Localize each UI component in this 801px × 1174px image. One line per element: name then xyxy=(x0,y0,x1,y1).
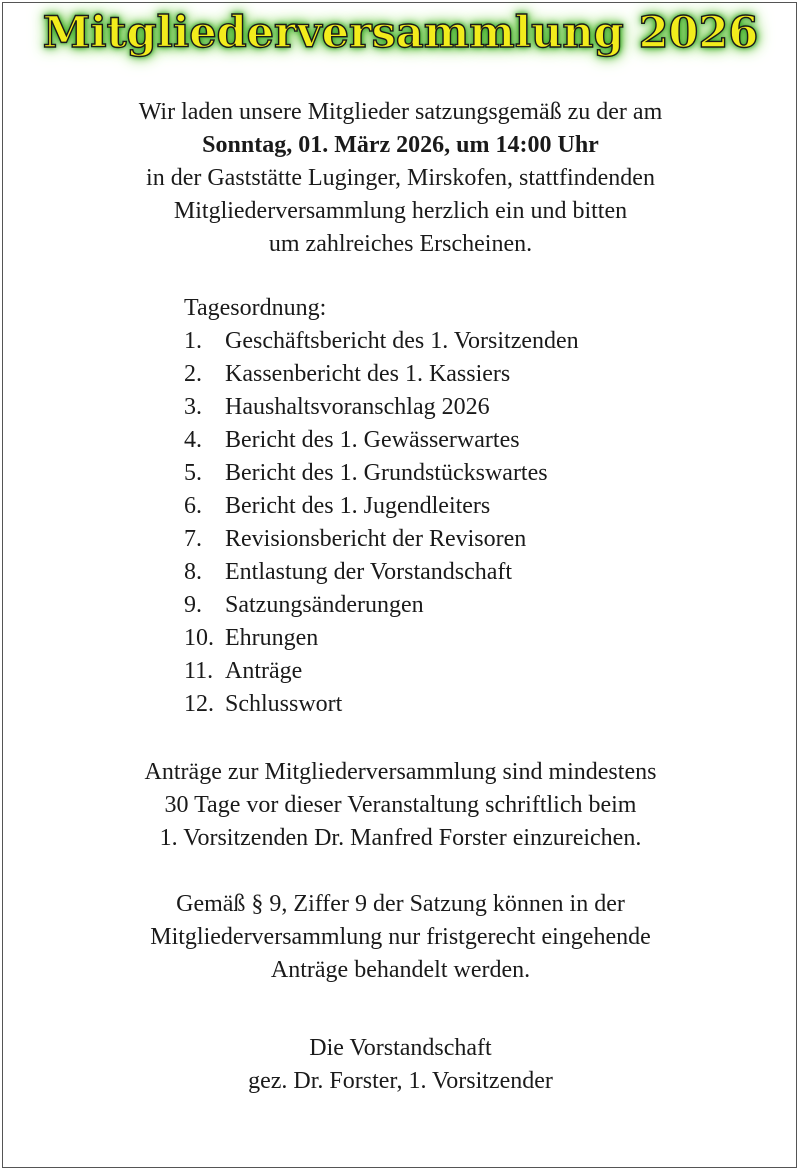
statute-note-paragraph xyxy=(0,888,801,987)
meeting-date: Sonntag, 01. März 2026, um 14:00 Uhr xyxy=(202,132,599,158)
agenda-item xyxy=(184,688,579,721)
agenda-item-number: 8. xyxy=(184,559,202,585)
agenda-item-number: 5. xyxy=(184,460,202,486)
agenda-item-number: 7. xyxy=(184,526,202,552)
agenda-item-text: Bericht des 1. Grundstückswartes xyxy=(225,460,548,486)
agenda-item-number: 12. xyxy=(184,691,214,717)
agenda-item xyxy=(184,358,579,391)
agenda-item-number: 9. xyxy=(184,592,202,618)
signature-organization: Die Vorstandschaft xyxy=(309,1035,492,1061)
agenda-item-text: Haushaltsvoranschlag 2026 xyxy=(225,394,490,420)
signature-block xyxy=(0,1032,801,1098)
agenda-item-text: Kassenbericht des 1. Kassiers xyxy=(225,361,511,387)
statute-note-line-1: Gemäß § 9, Ziffer 9 der Satzung können in der xyxy=(176,891,625,917)
invitation-line-3: in der Gaststätte Luginger, Mirskofen, stattfindenden xyxy=(146,165,655,191)
agenda-item-number: 1. xyxy=(184,328,202,354)
agenda-heading: Tagesordnung: xyxy=(184,295,327,321)
agenda-section xyxy=(184,292,579,721)
agenda-item xyxy=(184,622,579,655)
agenda-list xyxy=(184,325,579,721)
agenda-item xyxy=(184,589,579,622)
agenda-item-text: Satzungsänderungen xyxy=(225,592,424,618)
agenda-item-text: Anträge xyxy=(225,658,303,684)
agenda-item-text: Ehrungen xyxy=(225,625,319,651)
agenda-item-number: 4. xyxy=(184,427,202,453)
statute-note-line-3: Anträge behandelt werden. xyxy=(270,957,531,983)
agenda-item-number: 11. xyxy=(184,658,214,684)
signature-signatory: gez. Dr. Forster, 1. Vorsitzender xyxy=(248,1068,553,1094)
invitation-paragraph xyxy=(0,96,801,261)
agenda-item-text: Bericht des 1. Jugendleiters xyxy=(225,493,491,519)
proposals-line-3: 1. Vorsitzenden Dr. Manfred Forster einzureichen. xyxy=(159,825,642,851)
proposals-line-1: Anträge zur Mitgliederversammlung sind mindestens xyxy=(144,759,657,785)
agenda-item-number: 10. xyxy=(184,625,214,651)
agenda-item-text: Entlastung der Vorstandschaft xyxy=(225,559,513,585)
agenda-item-text: Revisionsbericht der Revisoren xyxy=(225,526,527,552)
agenda-item xyxy=(184,490,579,523)
agenda-item-number: 6. xyxy=(184,493,202,519)
agenda-item-text: Schlusswort xyxy=(225,691,343,717)
agenda-item-text: Geschäftsbericht des 1. Vorsitzenden xyxy=(225,328,579,354)
notice-title: Mitgliederversammlung 2026 xyxy=(42,8,759,58)
agenda-item xyxy=(184,655,579,688)
agenda-item xyxy=(184,523,579,556)
agenda-item xyxy=(184,391,579,424)
agenda-item-number: 3. xyxy=(184,394,202,420)
agenda-item xyxy=(184,424,579,457)
invitation-line-5: um zahlreiches Erscheinen. xyxy=(268,231,533,257)
proposals-paragraph xyxy=(0,756,801,855)
agenda-item-number: 2. xyxy=(184,361,202,387)
agenda-item xyxy=(184,325,579,358)
statute-note-line-2: Mitgliederversammlung nur fristgerecht eingehende xyxy=(150,924,651,950)
invitation-line-4: Mitgliederversammlung herzlich ein und bitten xyxy=(173,198,628,224)
agenda-item xyxy=(184,556,579,589)
agenda-item-text: Bericht des 1. Gewässerwartes xyxy=(225,427,520,453)
proposals-line-2: 30 Tage vor dieser Veranstaltung schriftlich beim xyxy=(164,792,637,818)
invitation-line-1: Wir laden unsere Mitglieder satzungsgemäß zu der am xyxy=(138,99,663,125)
agenda-item xyxy=(184,457,579,490)
